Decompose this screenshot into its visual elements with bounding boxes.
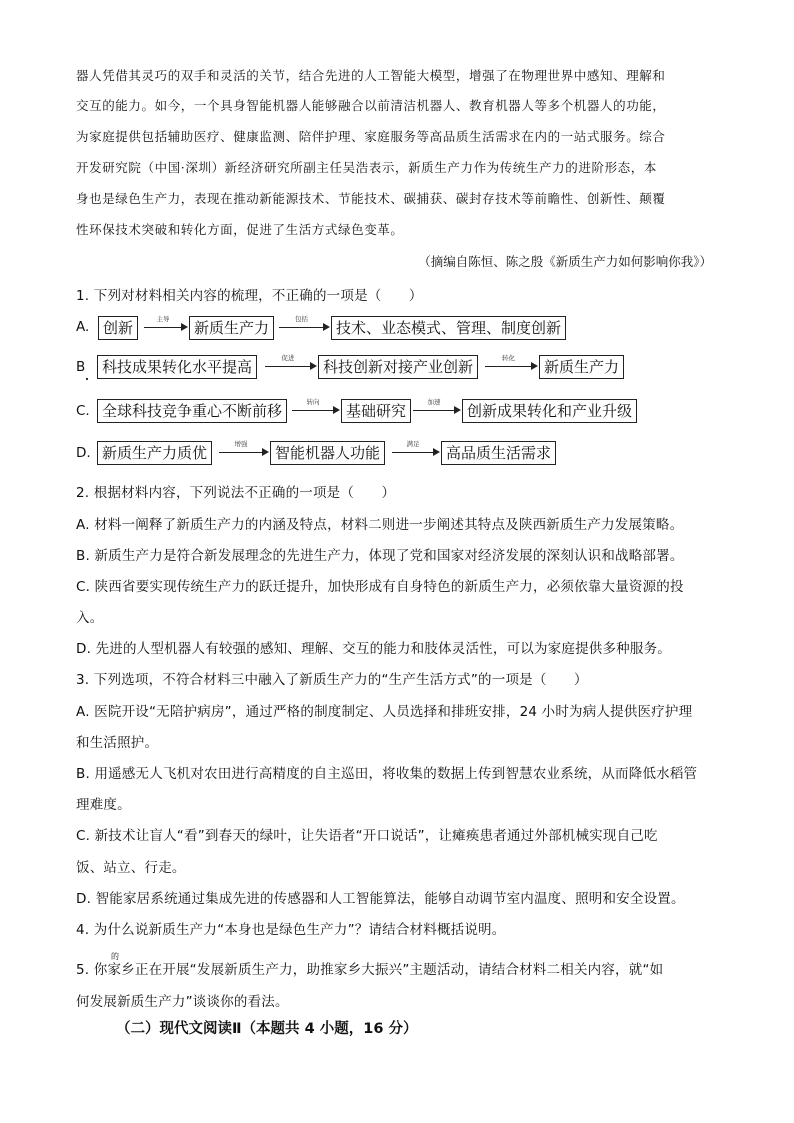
q3-option: B. 用遥感无人飞机对农田进行高精度的自主巡田，将收集的数据上传到智慧农业系统，从而降低水稻管: [76, 766, 698, 782]
flow-arrow: [485, 354, 538, 369]
q3-option: 饭、站立、行走。: [76, 860, 186, 876]
flow-box: 技术、业态模式、管理、制度创新: [331, 316, 566, 340]
flow-arrow: [144, 315, 188, 330]
source-citation: （摘编自陈恒、陈之殷《新质生产力如何影响你我》）: [418, 254, 712, 269]
q5-stem: 何发展新质生产力”谈谈你的看法。: [76, 994, 289, 1010]
passage-line: 为家庭提供包括辅助医疗、健康监测、陪伴护理、家庭服务等高品质生活需求在内的一站式服务。综合: [76, 129, 666, 144]
flow-arrow-label: 促进: [281, 354, 295, 362]
ruby-annotation: 的: [111, 952, 119, 961]
passage-line: 身也是绿色生产力，表现在推动新能源技术、节能技术、碳捕获、碳封存技术等前瞻性、创新性、颠覆: [76, 191, 666, 206]
q2-option: A. 材料一阐释了新质生产力的内涵及特点，材料二则进一步阐述其特点及陕西新质生产力发展策略。: [76, 517, 684, 533]
flow-arrow: [219, 440, 269, 455]
flow-arrow: [392, 440, 440, 455]
passage-line: 交互的能力。如今，一个具身智能机器人能够融合以前清洁机器人、教育机器人等多个机器人的功能，: [76, 98, 666, 113]
flow-arrow: [279, 315, 330, 330]
flow-box: 创新: [98, 316, 138, 340]
q2-option: B. 新质生产力是符合新发展理念的先进生产力，体现了党和国家对经济发展的深刻认识和战略部署。: [76, 548, 684, 564]
q2-option: 入。: [76, 610, 104, 626]
q3-option: C. 新技术让盲人“看”到春天的绿叶，让失语者“开口说话”，让瘫痪患者通过外部机械实现自己吃: [76, 828, 658, 844]
flow-arrow-label: 加速: [427, 398, 441, 406]
q2-option: D. 先进的人型机器人有较强的感知、理解、交互的能力和肢体灵活性，可以为家庭提供多种服务。: [76, 641, 671, 657]
flow-arrow-label: 满足: [406, 440, 420, 448]
flow-arrow: [265, 354, 317, 369]
flow-box: 科技成果转化水平提高: [97, 355, 257, 379]
flow-arrow-label: 转向: [306, 398, 320, 406]
flow-arrow-label: 转化: [502, 354, 515, 362]
q1-option-letter: D.: [76, 445, 91, 461]
flow-arrow-label: 包括: [295, 315, 308, 323]
flow-box: 基础研究: [341, 399, 411, 423]
q3-option: A. 医院开设“无陪护病房”，通过严格的制度制定、人员选择和排班安排，24 小时为病人提供医疗护理: [76, 704, 693, 720]
q2-stem: 2. 根据材料内容，下列说法不正确的一项是（ ）: [76, 485, 396, 501]
flow-arrow: [292, 398, 340, 413]
passage-line: 器人凭借其灵巧的双手和灵活的关节，结合先进的人工智能大模型，增强了在物理世界中感知、理解和: [76, 68, 666, 83]
flow-box: 科技创新对接产业创新: [318, 355, 478, 379]
stray-dot: [86, 378, 88, 380]
q1-stem: 1. 下列对材料相关内容的梳理，不正确的一项是（ ）: [76, 288, 423, 304]
flow-box: 全球科技竞争重心不断前移: [97, 399, 287, 423]
section-title: （二）现代文阅读Ⅱ（本题共 4 小题，16 分）: [116, 1021, 418, 1037]
passage-line: 开发研究院（中国·深圳）新经济研究所副主任吴浩表示，新质生产力作为传统生产力的进阶形态，本: [76, 160, 657, 175]
q3-stem: 3. 下列选项，不符合材料三中融入了新质生产力的“生产生活方式”的一项是（ ）: [76, 672, 588, 688]
q4-stem: 4. 为什么说新质生产力“本身也是绿色生产力”？请结合材料概括说明。: [76, 922, 506, 938]
q3-option: D. 智能家居系统通过集成先进的传感器和人工智能算法，能够自动调节室内温度、照明和安全设置。: [76, 891, 685, 907]
flow-arrow-label: 主导: [156, 315, 170, 323]
flow-arrow: [413, 398, 461, 413]
q1-option-letter: B: [76, 359, 86, 375]
q3-option: 理难度。: [76, 797, 131, 813]
q3-option: 和生活照护。: [76, 735, 159, 751]
q1-option-letter: C.: [76, 403, 90, 419]
q5-stem: 5. 你家乡正在开展“发展新质生产力，助推家乡大振兴”主题活动，请结合材料二相关内容，就“如: [76, 962, 664, 978]
q1-option-letter: A.: [76, 319, 90, 335]
flow-arrow-label: 增强: [234, 440, 248, 448]
q2-option: C. 陕西省要实现传统生产力的跃迁提升，加快形成有自身特色的新质生产力，必须依靠大量资源的投: [76, 579, 684, 595]
flow-box: 智能机器人功能: [270, 441, 385, 465]
flow-box: 创新成果转化和产业升级: [462, 399, 637, 423]
passage-line: 性环保技术突破和转化方面，促进了生活方式绿色变革。: [76, 222, 404, 237]
flow-box: 新质生产力: [539, 355, 624, 379]
flow-box: 新质生产力: [189, 316, 274, 340]
flow-box: 新质生产力质优: [97, 441, 212, 465]
flow-box: 高品质生活需求: [441, 441, 556, 465]
